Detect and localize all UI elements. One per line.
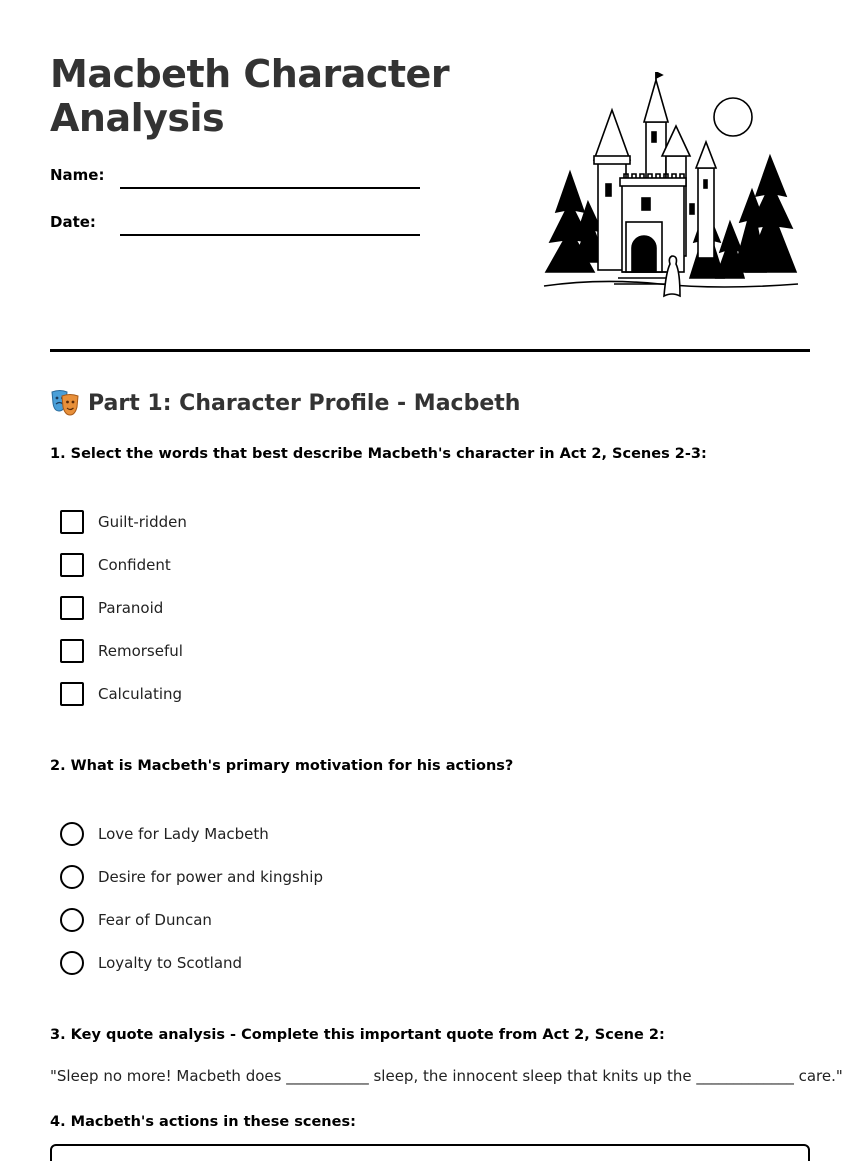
theater-masks-icon (50, 389, 80, 417)
name-field[interactable] (120, 187, 420, 189)
question-2-prompt: 2. What is Macbeth's primary motivation for his actions? (50, 758, 514, 774)
checkbox-option[interactable] (60, 553, 171, 577)
fill-in-quote[interactable]: "Sleep no more! Macbeth does ___________ sleep, the innocent sleep that knits up the _____________ care." (50, 1067, 843, 1085)
question-4-prompt: 4. Macbeth's actions in these scenes: (50, 1114, 356, 1130)
checkbox-option[interactable] (60, 510, 187, 534)
question-3-prompt: 3. Key quote analysis - Complete this important quote from Act 2, Scene 2: (50, 1027, 665, 1043)
checkbox-option[interactable] (60, 682, 182, 706)
radio-option[interactable] (60, 822, 269, 846)
radio-option[interactable] (60, 908, 212, 932)
name-label: Name: (50, 166, 105, 184)
checkbox-label: Paranoid (98, 599, 164, 617)
date-label: Date: (50, 213, 96, 231)
radio-button[interactable] (60, 908, 84, 932)
checkbox-label: Guilt-ridden (98, 513, 187, 531)
checkbox[interactable] (60, 596, 84, 620)
checkbox-label: Remorseful (98, 642, 183, 660)
title-line-1: Macbeth Character (50, 52, 450, 96)
checkbox[interactable] (60, 510, 84, 534)
radio-button[interactable] (60, 865, 84, 889)
radio-button[interactable] (60, 951, 84, 975)
question-1-prompt: 1. Select the words that best describe Macbeth's character in Act 2, Scenes 2-3: (50, 446, 707, 462)
part1-heading-text: Part 1: Character Profile - Macbeth (88, 390, 521, 416)
part1-heading (50, 389, 520, 417)
section-divider (50, 349, 810, 352)
checkbox-option[interactable] (60, 596, 163, 620)
castle-icon (540, 72, 802, 304)
radio-button[interactable] (60, 822, 84, 846)
checkbox-label: Calculating (98, 685, 183, 703)
answer-box[interactable] (50, 1144, 810, 1161)
checkbox[interactable] (60, 639, 84, 663)
title-line-2: Analysis (50, 96, 225, 140)
checkbox-option[interactable] (60, 639, 183, 663)
date-field[interactable] (120, 234, 420, 236)
radio-option[interactable] (60, 865, 323, 889)
checkbox-label: Confident (98, 556, 171, 574)
radio-label: Fear of Duncan (98, 911, 212, 929)
page-title (50, 52, 480, 140)
checkbox[interactable] (60, 682, 84, 706)
radio-label: Love for Lady Macbeth (98, 825, 269, 843)
radio-label: Desire for power and kingship (98, 868, 323, 886)
radio-option[interactable] (60, 951, 242, 975)
checkbox[interactable] (60, 553, 84, 577)
radio-label: Loyalty to Scotland (98, 954, 243, 972)
